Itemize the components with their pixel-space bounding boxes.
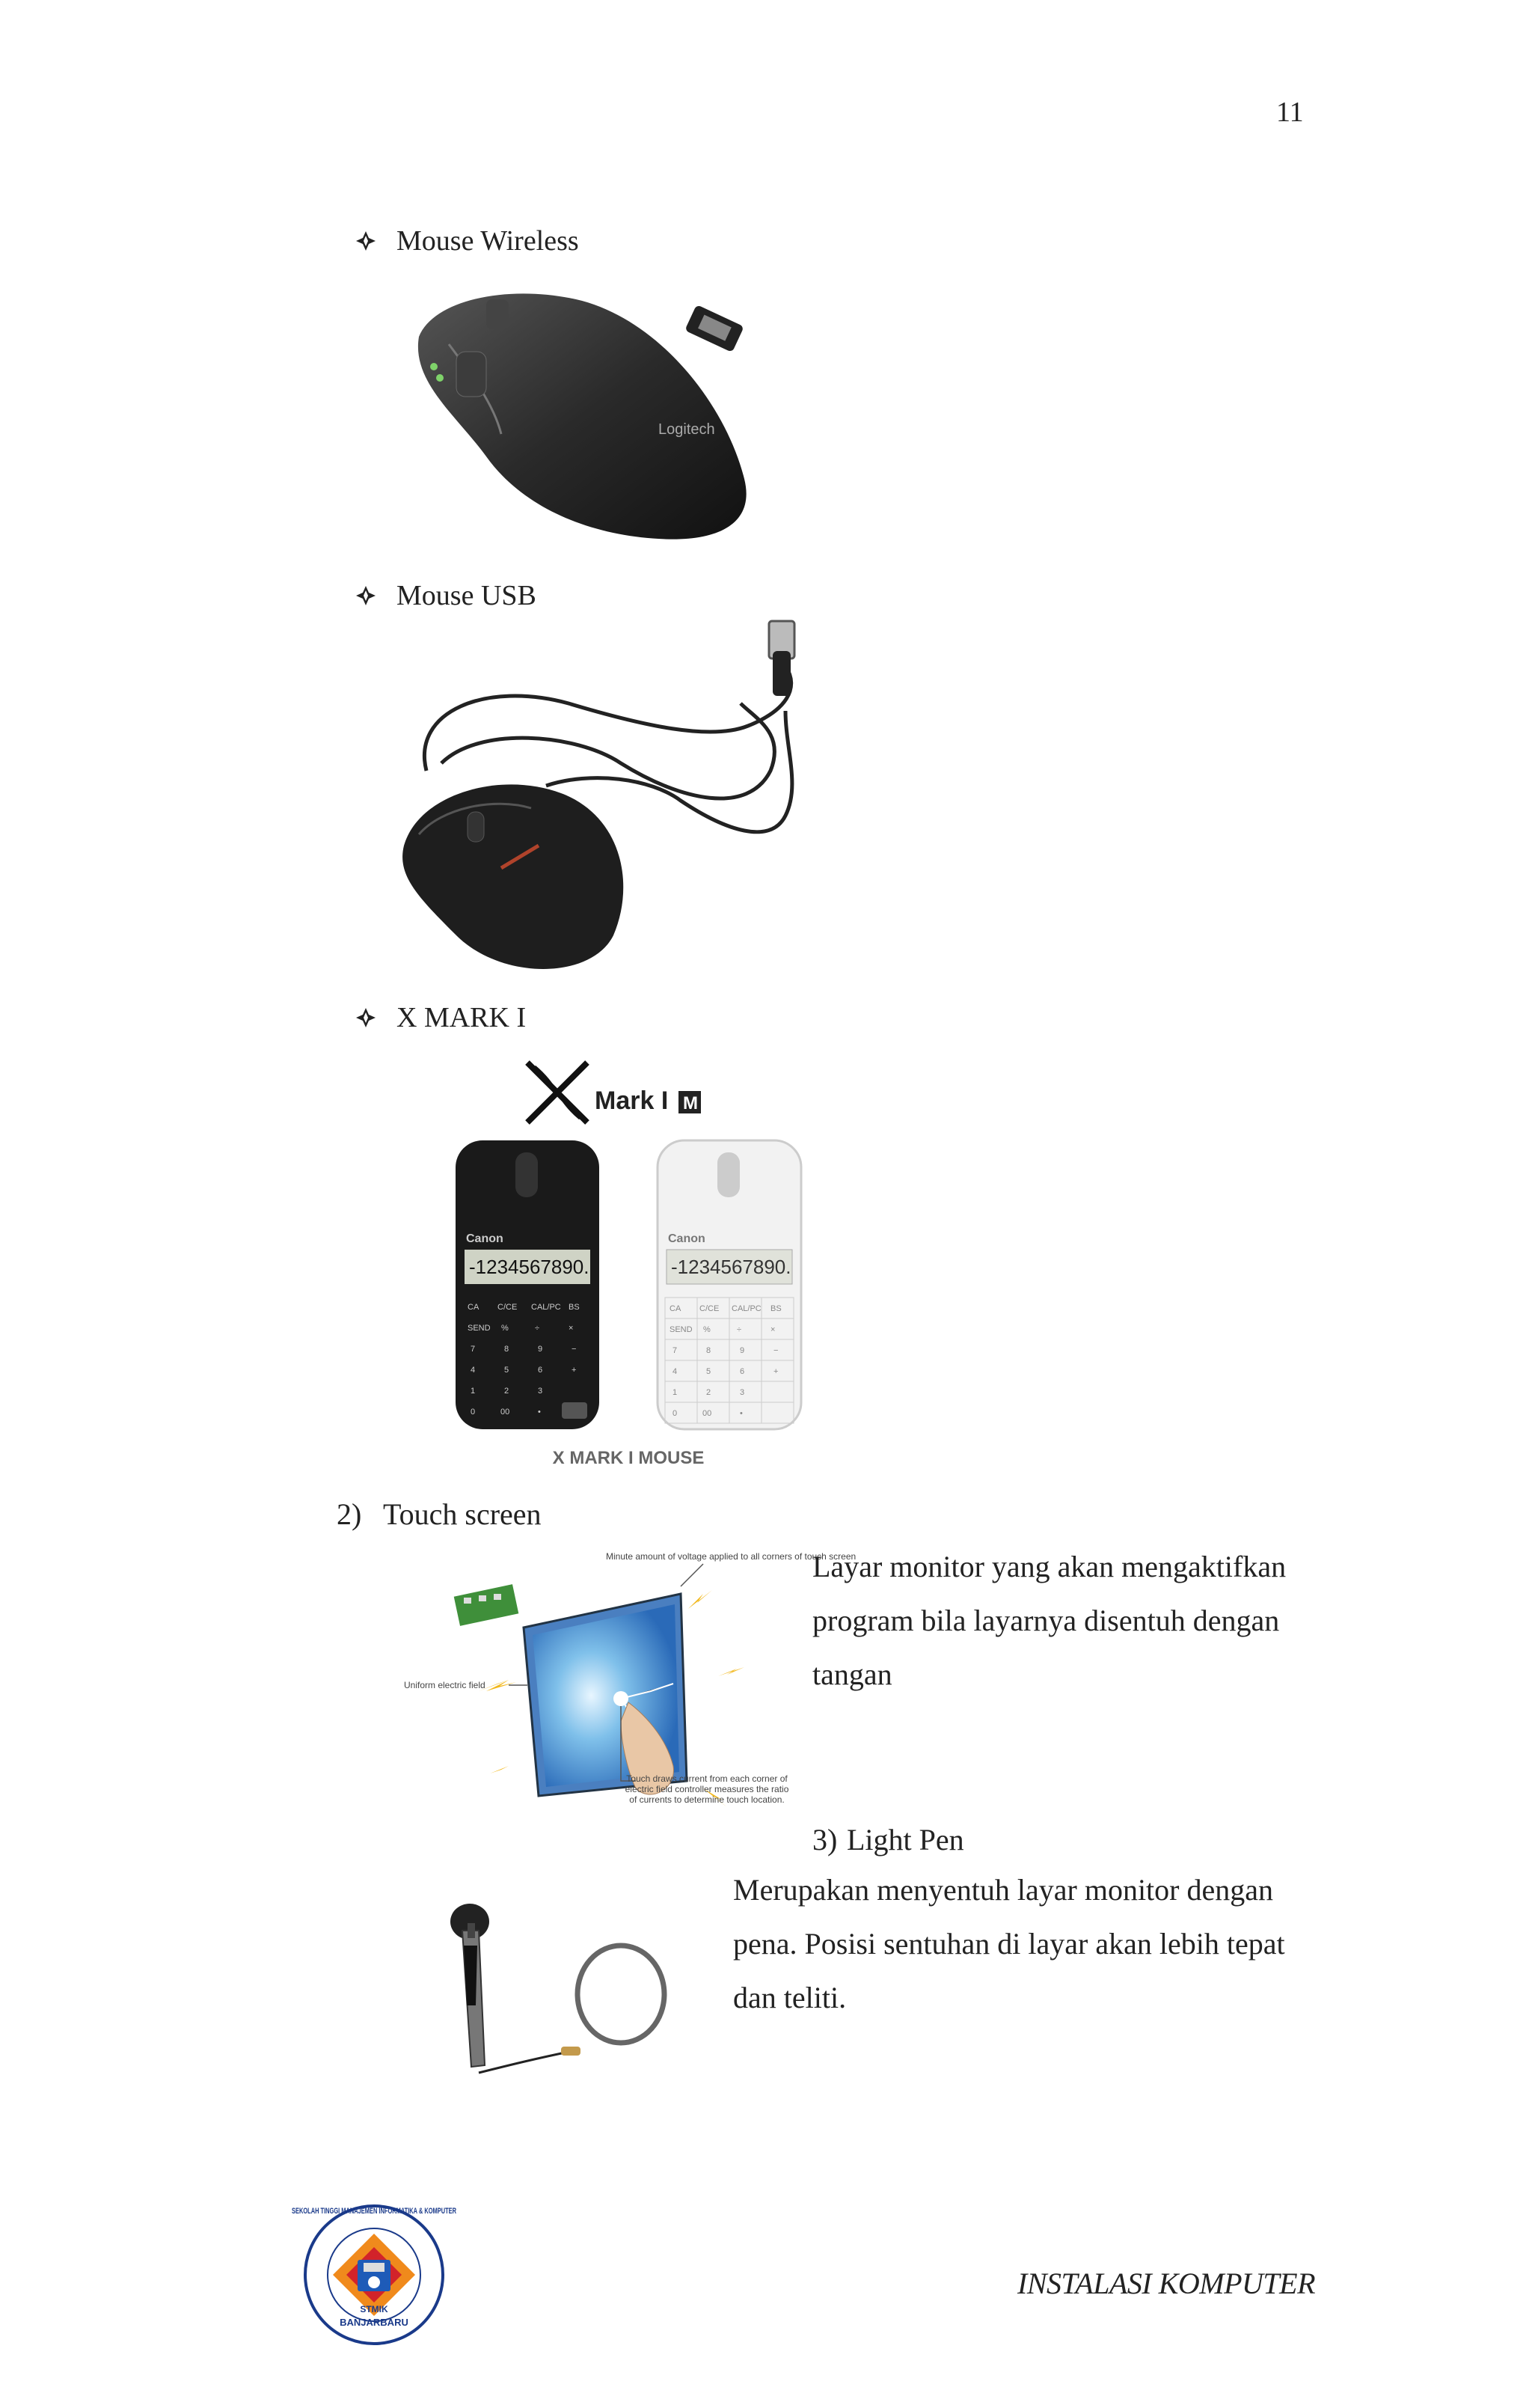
section-title-touch-screen: Touch screen	[383, 1497, 542, 1531]
svg-text:×: ×	[770, 1325, 776, 1334]
svg-text:5: 5	[706, 1367, 711, 1376]
xmark-logo	[520, 1055, 759, 1130]
svg-text:•: •	[538, 1408, 541, 1417]
wireless-mouse-photo	[404, 284, 778, 546]
diagram-label-bottom: Touch draws current from each corner of electric field controller measures the ratio of currents to determine touch location.	[625, 1773, 789, 1805]
svg-text:%: %	[501, 1324, 509, 1333]
svg-text:2: 2	[504, 1387, 509, 1396]
svg-text:9: 9	[740, 1346, 745, 1355]
svg-text:0: 0	[672, 1409, 678, 1418]
svg-text:−: −	[773, 1346, 779, 1355]
xmark-logo-text: Mark I	[595, 1087, 669, 1115]
calc-display: -1234567890.	[469, 1256, 589, 1278]
svg-text:+: +	[572, 1366, 577, 1375]
footer-title: INSTALASI KOMPUTER	[1017, 2267, 1316, 2300]
svg-text:+: +	[773, 1367, 779, 1376]
svg-text:CA: CA	[468, 1303, 479, 1312]
svg-text:÷: ÷	[737, 1325, 742, 1334]
diamond-bullet-icon	[355, 230, 377, 252]
bullet-mouse-usb	[355, 579, 536, 612]
mouse-brand: Logitech	[658, 421, 715, 438]
bullet-label: X MARK I	[396, 1002, 527, 1033]
svg-text:6: 6	[740, 1367, 745, 1376]
section-number: 3)	[812, 1823, 838, 1857]
svg-text:4: 4	[471, 1366, 476, 1375]
svg-text:7: 7	[672, 1346, 678, 1355]
light-pen-description: Merupakan menyentuh layar monitor dengan pena. Posisi sentuhan di layar akan lebih tepat dan teliti.	[733, 1873, 1285, 2014]
calc-brand: Canon	[466, 1232, 503, 1245]
bullet-label: Mouse Wireless	[396, 225, 579, 257]
xmark-white-mouse	[655, 1137, 804, 1433]
diamond-bullet-icon	[355, 1006, 377, 1029]
diagram-label-top: Minute amount of voltage applied to all corners of touch screen	[606, 1551, 857, 1562]
svg-text:1: 1	[672, 1388, 678, 1397]
touch-screen-diagram	[404, 1549, 857, 1848]
svg-text:CA: CA	[670, 1304, 681, 1313]
svg-text:2: 2	[706, 1388, 711, 1397]
svg-text:−: −	[572, 1345, 577, 1354]
svg-text:9: 9	[538, 1345, 543, 1354]
svg-text:C/CE: C/CE	[497, 1303, 518, 1312]
svg-text:SEND: SEND	[468, 1324, 491, 1333]
xmark-logo-badge: M	[683, 1093, 698, 1113]
svg-text:3: 3	[740, 1388, 745, 1397]
usb-receiver	[684, 305, 744, 352]
svg-text:6: 6	[538, 1366, 543, 1375]
diamond-bullet-icon	[355, 584, 377, 607]
svg-text:0: 0	[471, 1408, 476, 1417]
svg-text:00: 00	[702, 1409, 712, 1418]
bullet-label: Mouse USB	[396, 580, 536, 611]
svg-text:SEND: SEND	[670, 1325, 693, 1334]
usb-mouse-photo	[396, 621, 815, 995]
xmark-black-mouse	[453, 1137, 602, 1433]
svg-text:4: 4	[672, 1367, 678, 1376]
svg-text:CAL/PC: CAL/PC	[531, 1303, 561, 1312]
svg-text:%: %	[703, 1325, 711, 1334]
section-number: 2)	[337, 1497, 362, 1531]
bullet-x-mark-i	[355, 1001, 526, 1034]
svg-text:BS: BS	[569, 1303, 580, 1312]
touch-screen-description: Layar monitor yang akan mengaktifkan program bila layarnya disentuh dengan tangan	[812, 1550, 1287, 1691]
svg-text:1: 1	[471, 1387, 476, 1396]
svg-text:÷: ÷	[535, 1324, 540, 1333]
diagram-label-left: Uniform electric field	[404, 1680, 485, 1690]
logo-top-text: SEKOLAH TINGGI MANAJEMEN INFORMATIKA & KOMPUTER	[292, 2207, 457, 2216]
svg-text:BS: BS	[770, 1304, 782, 1313]
stmik-logo	[288, 2200, 460, 2350]
svg-text:C/CE: C/CE	[699, 1304, 720, 1313]
svg-text:CAL/PC: CAL/PC	[732, 1304, 762, 1313]
svg-text:-1234567890.: -1234567890.	[671, 1256, 791, 1278]
xmark-mouse-photo	[434, 1048, 823, 1482]
logo-bottom-text: BANJARBARU	[340, 2317, 408, 2328]
svg-text:•: •	[740, 1409, 743, 1418]
section-title-light-pen: Light Pen	[847, 1823, 964, 1857]
bullet-mouse-wireless	[355, 224, 579, 257]
svg-text:3: 3	[538, 1387, 543, 1396]
page-number: 11	[1276, 97, 1304, 128]
svg-text:×: ×	[569, 1324, 574, 1333]
svg-text:7: 7	[471, 1345, 476, 1354]
svg-text:8: 8	[504, 1345, 509, 1354]
svg-text:5: 5	[504, 1366, 509, 1375]
svg-text:8: 8	[706, 1346, 711, 1355]
xmark-caption: X MARK I MOUSE	[552, 1448, 705, 1468]
light-pen-photo	[449, 1901, 673, 2103]
svg-text:Canon: Canon	[668, 1232, 705, 1245]
svg-text:00: 00	[500, 1408, 510, 1417]
logo-inner-text: STMIK	[360, 2304, 388, 2314]
